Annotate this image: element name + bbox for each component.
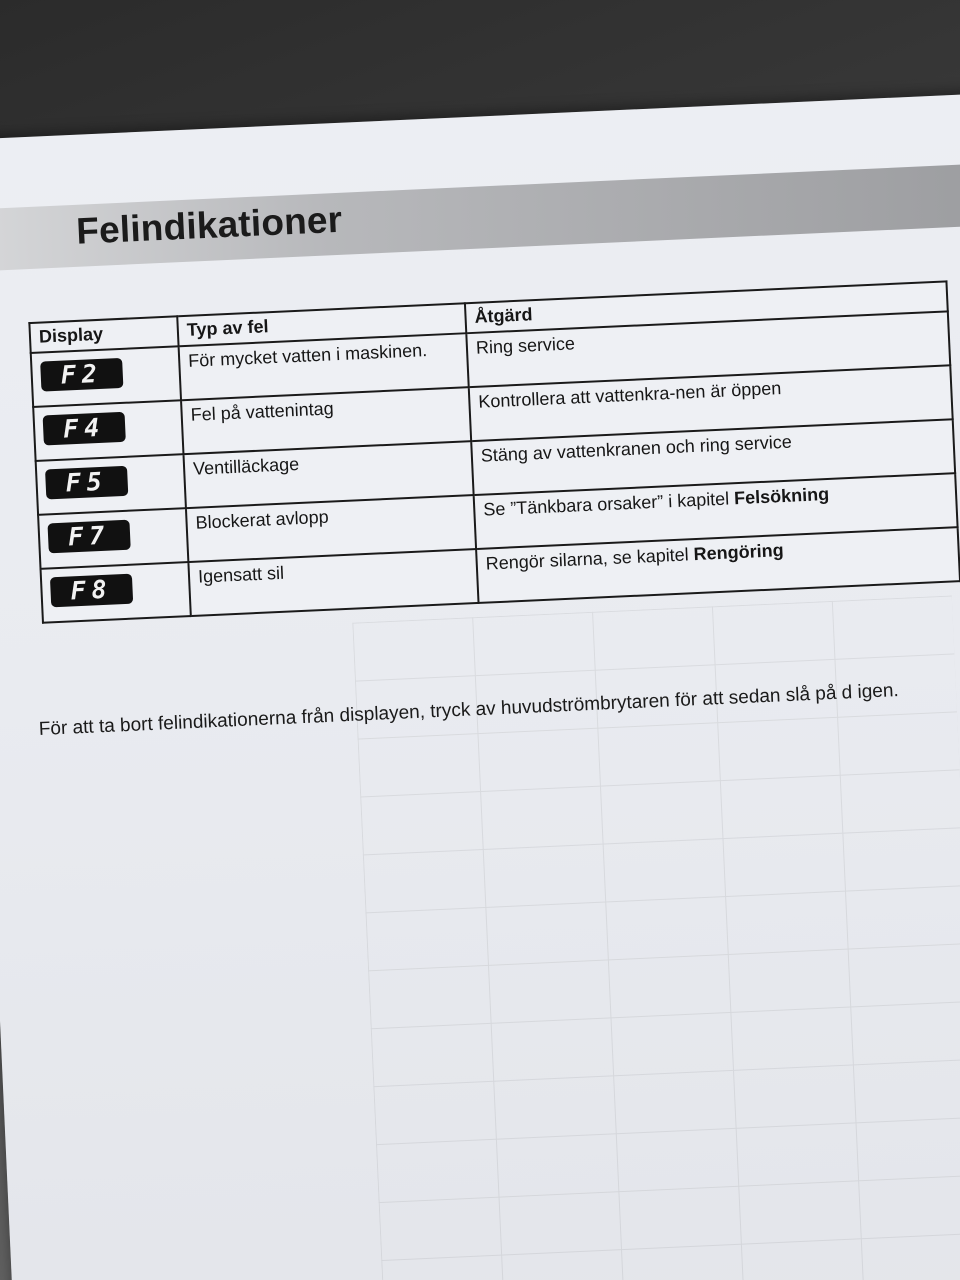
page-content [3, 163, 960, 1280]
error-code-display: F4 [43, 412, 126, 446]
action-text: Se ”Tänkbara orsaker” i kapitel [482, 488, 735, 520]
error-type-cell: Fel på vattenintag [181, 387, 471, 454]
display-cell [41, 562, 191, 623]
error-code-display: F8 [50, 574, 133, 608]
display-cell [33, 400, 183, 461]
action-text: Ring service [475, 333, 576, 358]
display-cell [31, 346, 181, 407]
error-type-cell: Blockerat avlopp [186, 495, 476, 562]
error-code-display: F2 [40, 358, 123, 392]
action-chapter: Felsökning [733, 483, 830, 509]
action-chapter: Rengöring [693, 540, 785, 565]
error-type-cell: Igensatt sil [188, 549, 478, 616]
error-type-cell: För mycket vatten i maskinen. [179, 333, 469, 400]
header-action: Åtgärd [465, 281, 948, 333]
error-code-display: F5 [45, 466, 128, 500]
header-error-type: Typ av fel [177, 303, 466, 346]
display-cell [36, 454, 186, 515]
header-display: Display [29, 316, 178, 353]
action-text: Stäng av vattenkranen och ring service [480, 431, 793, 466]
action-text: Rengör silarna, se kapitel [485, 544, 695, 574]
error-code-display: F7 [47, 520, 130, 554]
error-code-table [28, 280, 960, 623]
reset-instruction: För att ta bort felindikationerna från displayen, tryck av huvudströmbrytaren för att sedan slå på d igen. [38, 679, 900, 741]
action-text: Kontrollera att vattenkra-nen är öppen [477, 378, 782, 412]
display-cell [38, 508, 188, 569]
page-title: Felindikationer [75, 198, 344, 252]
error-type-cell: Ventilläckage [183, 441, 473, 508]
manual-page [0, 91, 960, 1280]
